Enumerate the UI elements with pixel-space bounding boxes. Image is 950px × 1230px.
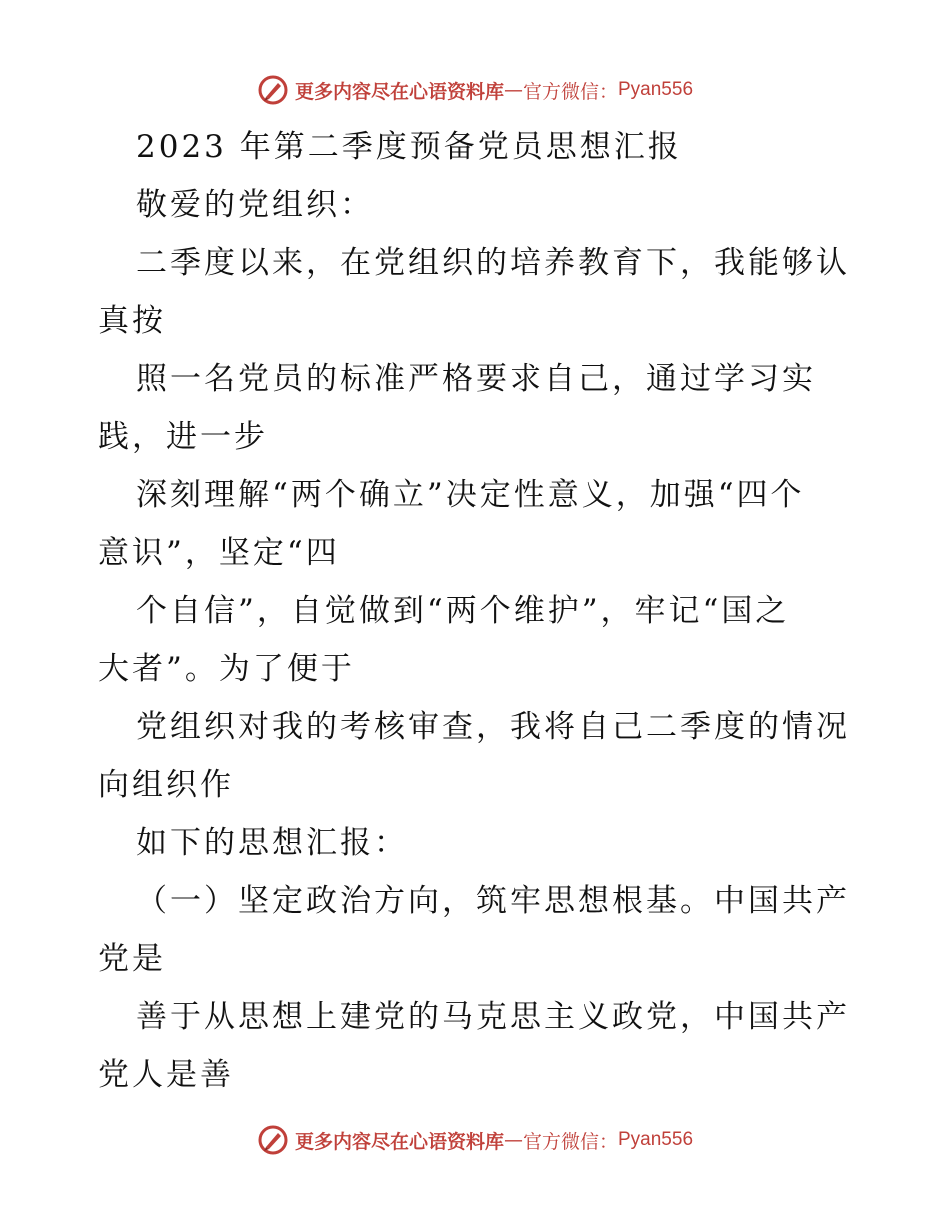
footer-watermark bbox=[0, 1120, 950, 1160]
header-watermark bbox=[0, 70, 950, 110]
watermark-separator: — bbox=[503, 79, 523, 101]
watermark-main-text: 更多内容尽在心语资料库 bbox=[294, 80, 504, 103]
watermark-separator: — bbox=[503, 1129, 523, 1151]
text-line: 真按 bbox=[98, 303, 166, 339]
watermark-wechat-id: Pyan556 bbox=[618, 1129, 694, 1150]
watermark-main-text: 更多内容尽在心语资料库 bbox=[294, 1130, 504, 1153]
section-heading-line: （一）坚定政治方向，筑牢思想根基。中国共产 bbox=[136, 883, 850, 919]
text-line: 大者”。为了便于 bbox=[98, 651, 355, 687]
text-line: 如下的思想汇报： bbox=[136, 825, 408, 861]
text-line: 践，进一步 bbox=[98, 419, 268, 455]
text-line: 党是 bbox=[98, 941, 166, 977]
text-line: 照一名党员的标准严格要求自己，通过学习实 bbox=[136, 361, 816, 397]
pen-circle-logo-icon bbox=[257, 1124, 289, 1156]
text-line: 意识”，坚定“四 bbox=[98, 535, 340, 571]
text-line: 善于从思想上建党的马克思主义政党，中国共产 bbox=[136, 999, 850, 1035]
text-line: 党组织对我的考核审查，我将自己二季度的情况 bbox=[136, 709, 850, 745]
pen-circle-logo-icon bbox=[257, 74, 289, 106]
text-line: 党人是善 bbox=[98, 1057, 234, 1093]
watermark-wechat-label: 官方微信： bbox=[522, 1130, 618, 1153]
watermark-wechat-id: Pyan556 bbox=[618, 79, 694, 100]
text-line: 深刻理解“两个确立”决定性意义，加强“四个 bbox=[136, 477, 805, 513]
text-line: 二季度以来，在党组织的培养教育下，我能够认 bbox=[136, 245, 850, 281]
document-body bbox=[98, 118, 858, 1104]
text-line: 向组织作 bbox=[98, 767, 234, 803]
document-title: 2023 年第二季度预备党员思想汇报 bbox=[136, 129, 682, 165]
salutation: 敬爱的党组织： bbox=[136, 187, 374, 223]
text-line: 个自信”，自觉做到“两个维护”，牢记“国之 bbox=[136, 593, 790, 629]
watermark-wechat-label: 官方微信： bbox=[522, 80, 618, 103]
